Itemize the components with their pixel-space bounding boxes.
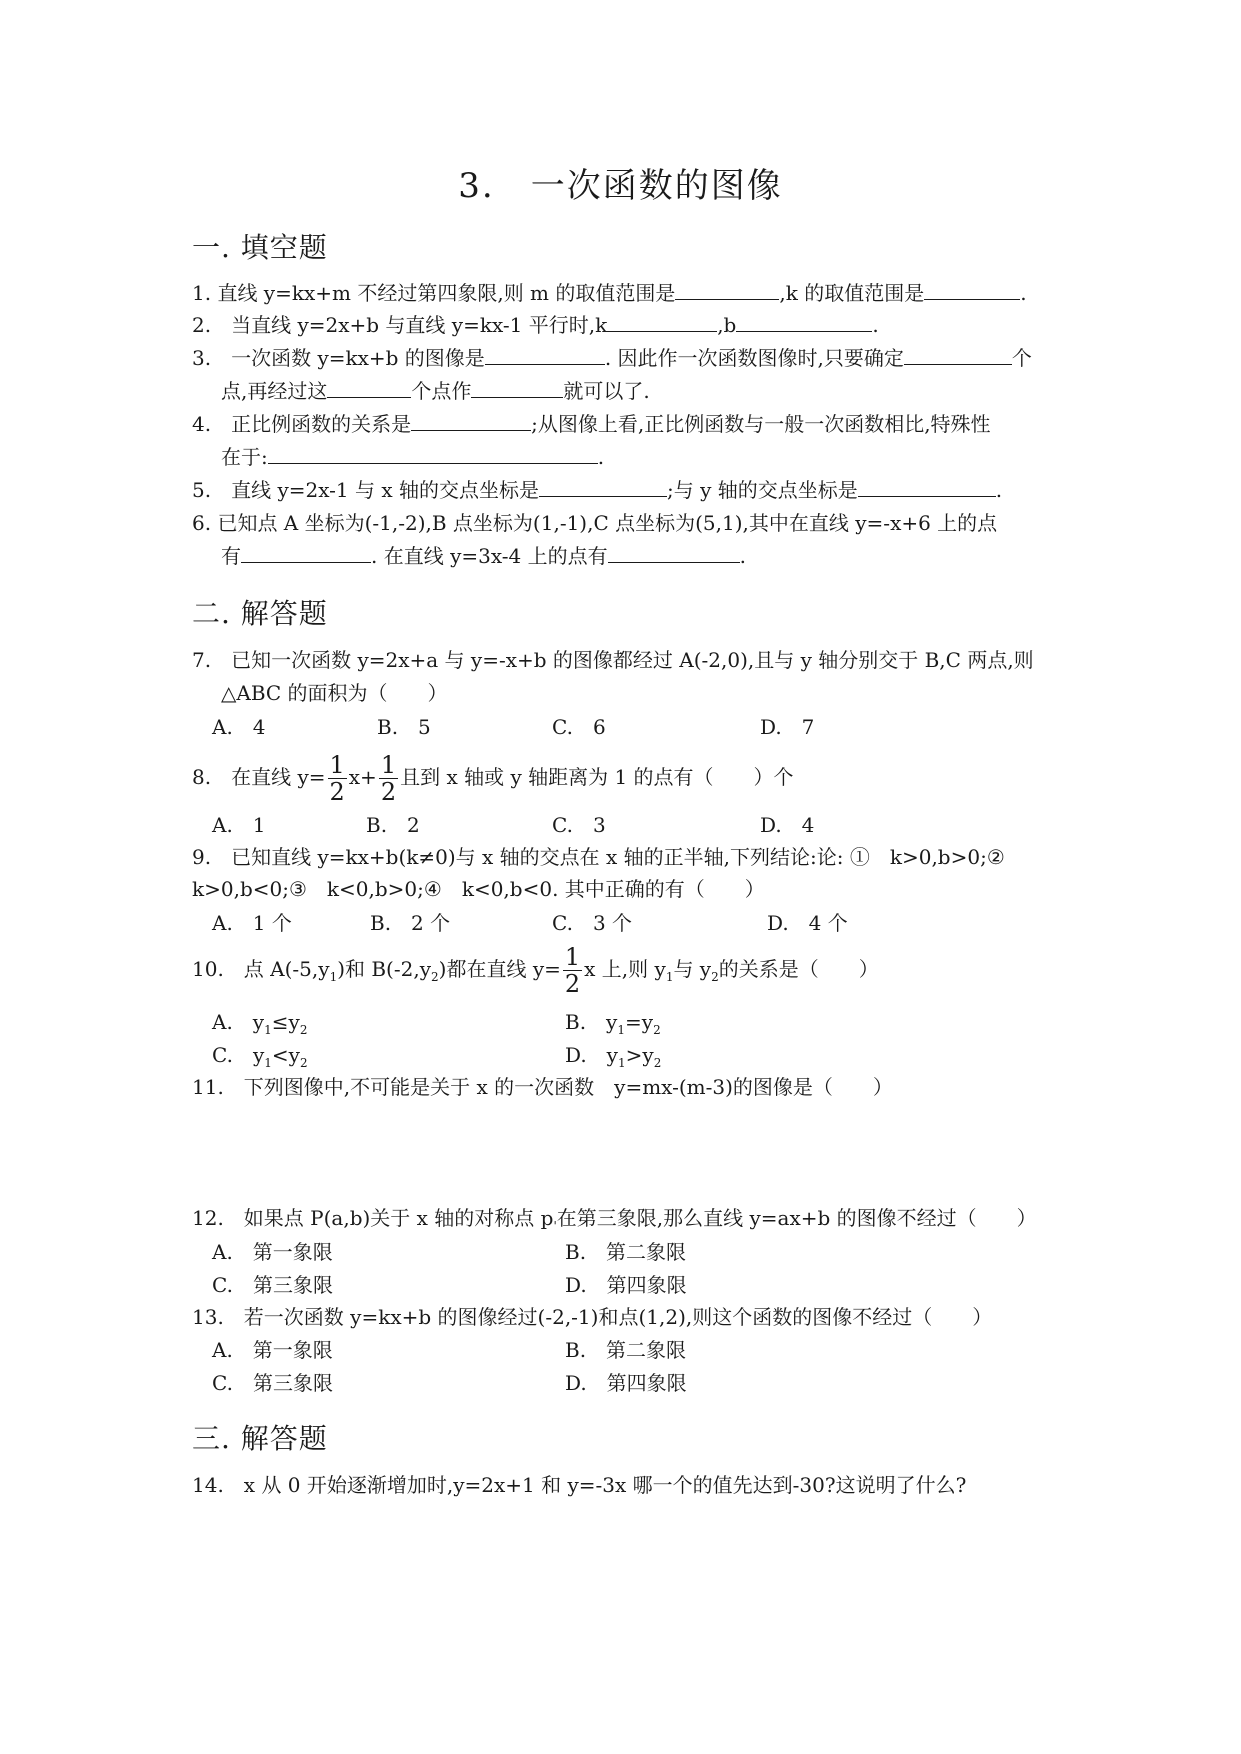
question-7-cont: △ABC 的面积为（ ）	[221, 681, 448, 705]
question-7: 7. 已知一次函数 y=2x+a 与 y=-x+b 的图像都经过 A(-2,0),且与 y 轴分别交于 B,C 两点,则	[192, 648, 1034, 672]
option-a[interactable]: A. 第一象限	[212, 1338, 333, 1362]
answer-blank[interactable]	[924, 281, 1020, 300]
option-d[interactable]: D. 4 个	[767, 911, 848, 935]
question-5: 5. 直线 y=2x-1 与 x 轴的交点坐标是 ;与 y 轴的交点坐标是 .	[192, 478, 1003, 502]
question-9: 9. 已知直线 y=kx+b(k≠0)与 x 轴的交点在 x 轴的正半轴,下列结论:论: ① k>0,b>0;②	[192, 845, 1005, 869]
option-b[interactable]: B. $y_1=y_2$	[565, 1010, 661, 1037]
option-d[interactable]: D. 第四象限	[565, 1273, 687, 1297]
option-a[interactable]: A. 1 个	[212, 911, 292, 935]
option-a[interactable]: A. $y_1\le y_2$	[212, 1010, 308, 1037]
answer-blank[interactable]	[268, 445, 598, 464]
option-b[interactable]: B. 2 个	[370, 911, 451, 935]
question-12: 12. 如果点 P(a,b)关于 x 轴的对称点 $p'$在第三象限,那么直线 y=ax+b 的图像不经过（ ）	[192, 1206, 1037, 1233]
fraction: $\frac{1}{2}$	[564, 943, 581, 998]
fraction: $\frac{1}{2}$	[380, 751, 397, 806]
option-c[interactable]: C. 第三象限	[212, 1371, 333, 1395]
answer-blank[interactable]	[411, 412, 531, 431]
question-4: 4. 正比例函数的关系是 ;从图像上看,正比例函数与一般一次函数相比,特殊性	[192, 412, 991, 436]
answer-blank[interactable]	[327, 379, 411, 398]
section-answer-questions-3: 三. 解答题	[192, 1422, 328, 1455]
question-3-cont: 点,再经过这 个点作 就可以了.	[221, 379, 650, 403]
question-14: 14. x 从 0 开始逐渐增加时,y=2x+1 和 y=-3x 哪一个的值先达到-30?这说明了什么?	[192, 1473, 967, 1497]
option-d[interactable]: D. 4	[760, 813, 815, 837]
answer-blank[interactable]	[608, 544, 740, 563]
question-10: 10. 点 $A(-5,y_1)$和 $B(-2,y_2)$都在直线 y= $\frac{1}{2}$ x 上,则 $y_1$与 $y_2$的关系是（ ）	[192, 943, 879, 998]
question-6: 6. 已知点 A 坐标为(-1,-2),B 点坐标为(1,-1),C 点坐标为(5,1),其中在直线 y=-x+6 上的点	[192, 511, 998, 535]
option-b[interactable]: B. 第二象限	[565, 1240, 687, 1264]
section-fill-in-blank: 一. 填空题	[192, 231, 328, 264]
fraction: $\frac{1}{2}$	[329, 751, 345, 806]
question-4-cont: 在于: .	[221, 445, 605, 469]
question-1: 1. 直线 y=kx+m 不经过第四象限,则 m 的取值范围是 ,k 的取值范围是 .	[192, 281, 1027, 305]
answer-blank[interactable]	[675, 281, 779, 300]
option-c[interactable]: C. 3 个	[552, 911, 633, 935]
question-9-cont: k>0,b<0;③ k<0,b>0;④ k<0,b<0. 其中正确的有（ ）	[192, 877, 765, 901]
option-d[interactable]: D. 7	[760, 715, 815, 739]
question-2: 2. 当直线 y=2x+b 与直线 y=kx-1 平行时,k ,b .	[192, 313, 879, 337]
question-11: 11. 下列图像中,不可能是关于 x 的一次函数 y=mx-(m-3)的图像是（ ）	[192, 1075, 893, 1099]
answer-blank[interactable]	[736, 313, 872, 332]
answer-blank[interactable]	[241, 544, 371, 563]
option-b[interactable]: B. 5	[377, 715, 431, 739]
option-a[interactable]: A. 第一象限	[212, 1240, 333, 1264]
question-6-cont: 有 . 在直线 y=3x-4 上的点有 .	[221, 544, 746, 568]
option-c[interactable]: C. 第三象限	[212, 1273, 333, 1297]
question-8: 8. 在直线 y= $\frac{1}{2}$ x+ $\frac{1}{2}$ 且到 x 轴或 y 轴距离为 1 的点有（ ）个	[192, 751, 794, 806]
option-c[interactable]: C. $y_1<y_2$	[212, 1043, 308, 1070]
option-d[interactable]: D. $y_1>y_2$	[565, 1043, 662, 1070]
option-c[interactable]: C. 6	[552, 715, 606, 739]
answer-blank[interactable]	[858, 478, 996, 497]
answer-blank[interactable]	[471, 379, 563, 398]
page-title: 3. 一次函数的图像	[458, 166, 783, 206]
option-d[interactable]: D. 第四象限	[565, 1371, 687, 1395]
option-a[interactable]: A. 1	[212, 813, 266, 837]
section-answer-questions: 二. 解答题	[192, 597, 328, 630]
answer-blank[interactable]	[539, 478, 667, 497]
answer-blank[interactable]	[904, 346, 1012, 365]
answer-blank[interactable]	[485, 346, 605, 365]
option-a[interactable]: A. 4	[212, 715, 266, 739]
question-3: 3. 一次函数 y=kx+b 的图像是 . 因此作一次函数图像时,只要确定 个	[192, 346, 1032, 370]
option-b[interactable]: B. 2	[366, 813, 420, 837]
option-c[interactable]: C. 3	[552, 813, 606, 837]
question-13: 13. 若一次函数 y=kx+b 的图像经过(-2,-1)和点(1,2),则这个函数的图像不经过（ ）	[192, 1305, 993, 1329]
answer-blank[interactable]	[607, 313, 717, 332]
option-b[interactable]: B. 第二象限	[565, 1338, 687, 1362]
